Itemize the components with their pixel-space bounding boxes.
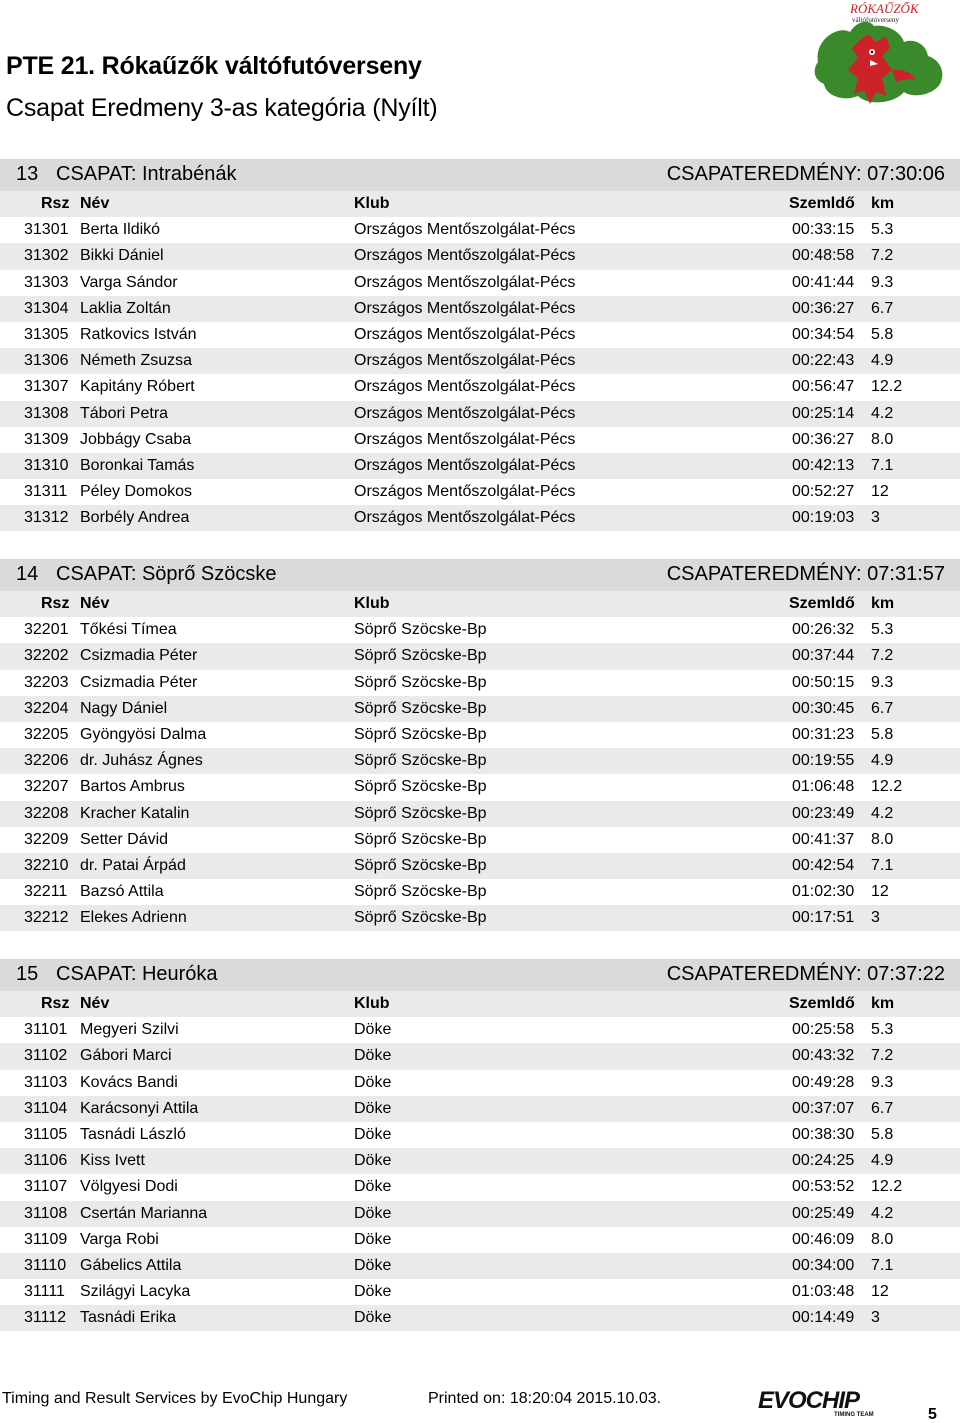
cell-km: 7.1 xyxy=(871,1256,894,1274)
cell-nev: Gábelics Attila xyxy=(80,1256,182,1274)
logo-subtitle: váltófutóverseny xyxy=(852,16,900,24)
col-ido: Szemldő xyxy=(789,595,855,612)
page-title: PTE 21. Rókaűzők váltófutóverseny xyxy=(6,52,422,80)
col-km: km xyxy=(871,995,895,1012)
cell-ido: 00:49:28 xyxy=(792,1073,855,1091)
cell-rsz: 31105 xyxy=(24,1125,68,1143)
cell-klub: Döke xyxy=(354,1152,392,1170)
col-klub: Klub xyxy=(354,595,390,612)
col-km: km xyxy=(871,195,895,212)
table-row xyxy=(0,1305,960,1331)
table-row xyxy=(0,296,960,322)
cell-nev: Csizmadia Péter xyxy=(80,673,198,691)
cell-km: 8.0 xyxy=(871,1230,894,1248)
cell-ido: 00:31:23 xyxy=(792,725,855,743)
cell-km: 3 xyxy=(871,909,880,927)
footer-printed-on: Printed on: 18:20:04 2015.10.03. xyxy=(428,1390,662,1407)
cell-km: 3 xyxy=(871,509,880,527)
cell-rsz: 31306 xyxy=(24,352,69,370)
table-row xyxy=(0,617,960,643)
table-row xyxy=(0,1017,960,1043)
cell-nev: Laklia Zoltán xyxy=(80,299,171,317)
cell-klub: Söprő Szöcske-Bp xyxy=(354,725,487,743)
col-rsz: Rsz xyxy=(41,195,70,212)
cell-klub: Söprő Szöcske-Bp xyxy=(354,830,487,848)
table-row xyxy=(0,243,960,269)
table-row xyxy=(0,348,960,374)
cell-ido: 00:41:37 xyxy=(792,830,855,848)
cell-km: 6.7 xyxy=(871,299,894,317)
cell-ido: 00:33:15 xyxy=(792,221,855,239)
table-row xyxy=(0,670,960,696)
cell-rsz: 31305 xyxy=(24,325,69,343)
cell-nev: dr. Patai Árpád xyxy=(80,856,186,874)
col-km: km xyxy=(871,595,895,612)
page-number: 5 xyxy=(928,1406,937,1423)
cell-klub: Döke xyxy=(354,1021,392,1039)
cell-rsz: 31109 xyxy=(24,1230,68,1248)
cell-klub: Döke xyxy=(354,1099,392,1117)
table-row xyxy=(0,1227,960,1253)
team-result: CSAPATEREDMÉNY: 07:37:22 xyxy=(666,963,945,985)
cell-ido: 00:48:58 xyxy=(792,247,855,265)
cell-ido: 00:38:30 xyxy=(792,1125,855,1143)
cell-km: 12 xyxy=(871,1283,889,1301)
cell-ido: 00:36:27 xyxy=(792,430,855,448)
col-nev: Név xyxy=(80,195,110,212)
cell-klub: Söprő Szöcske-Bp xyxy=(354,647,487,665)
cell-nev: Varga Sándor xyxy=(80,273,178,291)
cell-ido: 00:30:45 xyxy=(792,699,855,717)
table-row xyxy=(0,1148,960,1174)
cell-ido: 00:14:49 xyxy=(792,1309,855,1327)
table-row xyxy=(0,322,960,348)
cell-ido: 00:50:15 xyxy=(792,673,855,691)
cell-nev: Varga Robi xyxy=(80,1230,159,1248)
cell-nev: Jobbágy Csaba xyxy=(80,430,192,448)
table-row xyxy=(0,1174,960,1200)
cell-km: 9.3 xyxy=(871,1073,894,1091)
team-name: CSAPAT: Intrabénák xyxy=(56,163,237,185)
cell-nev: Csizmadia Péter xyxy=(80,647,198,665)
cell-klub: Országos Mentőszolgálat-Pécs xyxy=(354,404,576,422)
cell-klub: Döke xyxy=(354,1047,392,1065)
table-row xyxy=(0,827,960,853)
cell-nev: Németh Zsuzsa xyxy=(80,352,193,370)
cell-rsz: 32211 xyxy=(24,883,68,901)
footer xyxy=(0,1387,960,1423)
cell-ido: 00:25:14 xyxy=(792,404,855,422)
cell-klub: Döke xyxy=(354,1204,392,1222)
cell-klub: Országos Mentőszolgálat-Pécs xyxy=(354,273,576,291)
cell-klub: Döke xyxy=(354,1230,392,1248)
cell-rsz: 31112 xyxy=(24,1309,67,1327)
cell-ido: 00:17:51 xyxy=(792,909,855,927)
cell-ido: 00:53:52 xyxy=(792,1178,855,1196)
cell-km: 12.2 xyxy=(871,1178,903,1196)
cell-km: 9.3 xyxy=(871,673,894,691)
cell-nev: Csertán Marianna xyxy=(80,1204,208,1222)
cell-km: 8.0 xyxy=(871,830,894,848)
cell-klub: Országos Mentőszolgálat-Pécs xyxy=(354,378,576,396)
cell-km: 5.8 xyxy=(871,325,894,343)
cell-km: 12.2 xyxy=(871,778,903,796)
table-row xyxy=(0,217,960,243)
cell-nev: Szilágyi Lacyka xyxy=(80,1283,191,1301)
table-row xyxy=(0,401,960,427)
cell-klub: Döke xyxy=(354,1125,392,1143)
team-name: CSAPAT: Heuróka xyxy=(56,963,218,985)
evochip-brand: EVOCHIP xyxy=(758,1387,860,1414)
cell-rsz: 32209 xyxy=(24,830,69,848)
cell-rsz: 31103 xyxy=(24,1073,68,1091)
cell-ido: 00:24:25 xyxy=(792,1152,855,1170)
cell-klub: Döke xyxy=(354,1073,392,1091)
cell-nev: Berta Ildikó xyxy=(80,221,161,239)
cell-rsz: 32206 xyxy=(24,752,69,770)
cell-nev: Tasnádi Erika xyxy=(80,1309,177,1327)
cell-nev: Bazsó Attila xyxy=(80,883,164,901)
cell-ido: 00:52:27 xyxy=(792,483,855,501)
cell-ido: 00:25:49 xyxy=(792,1204,855,1222)
cell-nev: Tasnádi László xyxy=(80,1125,186,1143)
cell-ido: 00:42:54 xyxy=(792,856,855,874)
cell-klub: Országos Mentőszolgálat-Pécs xyxy=(354,430,576,448)
cell-rsz: 31101 xyxy=(24,1021,68,1039)
table-row xyxy=(0,1279,960,1305)
column-header-row xyxy=(0,591,960,617)
table-row xyxy=(0,1122,960,1148)
cell-km: 5.3 xyxy=(871,1021,894,1039)
cell-klub: Országos Mentőszolgálat-Pécs xyxy=(354,352,576,370)
table-row xyxy=(0,1201,960,1227)
cell-nev: Kovács Bandi xyxy=(80,1073,178,1091)
cell-klub: Söprő Szöcske-Bp xyxy=(354,699,487,717)
cell-klub: Országos Mentőszolgálat-Pécs xyxy=(354,325,576,343)
team-position: 15 xyxy=(16,963,39,985)
table-row xyxy=(0,505,960,531)
table-row xyxy=(0,1096,960,1122)
team-header xyxy=(0,159,960,191)
team-position: 14 xyxy=(16,563,39,585)
cell-km: 6.7 xyxy=(871,1099,894,1117)
cell-nev: Péley Domokos xyxy=(80,483,193,501)
team-block-15 xyxy=(0,959,960,1331)
column-header-row xyxy=(0,991,960,1017)
cell-klub: Döke xyxy=(354,1309,392,1327)
cell-nev: Elekes Adrienn xyxy=(80,909,187,927)
cell-rsz: 31304 xyxy=(24,299,69,317)
cell-ido: 00:42:13 xyxy=(792,456,855,474)
cell-km: 12.2 xyxy=(871,378,903,396)
cell-km: 12 xyxy=(871,883,889,901)
cell-rsz: 32205 xyxy=(24,725,69,743)
cell-rsz: 32204 xyxy=(24,699,69,717)
cell-rsz: 32202 xyxy=(24,647,69,665)
cell-km: 4.2 xyxy=(871,1204,894,1222)
cell-ido: 00:22:43 xyxy=(792,352,855,370)
cell-klub: Söprő Szöcske-Bp xyxy=(354,909,487,927)
cell-nev: Tőkési Tímea xyxy=(80,621,177,639)
cell-rsz: 31107 xyxy=(24,1178,68,1196)
cell-klub: Söprő Szöcske-Bp xyxy=(354,621,487,639)
cell-ido: 00:36:27 xyxy=(792,299,855,317)
cell-rsz: 31108 xyxy=(24,1204,68,1222)
cell-ido: 00:37:44 xyxy=(792,647,855,665)
cell-nev: Borbély Andrea xyxy=(80,509,190,527)
table-row xyxy=(0,801,960,827)
col-klub: Klub xyxy=(354,995,390,1012)
cell-km: 4.2 xyxy=(871,404,894,422)
col-rsz: Rsz xyxy=(41,995,70,1012)
cell-ido: 01:06:48 xyxy=(792,778,855,796)
cell-klub: Söprő Szöcske-Bp xyxy=(354,673,487,691)
cell-nev: Bikki Dániel xyxy=(80,247,164,265)
cell-ido: 00:19:03 xyxy=(792,509,855,527)
cell-rsz: 31310 xyxy=(24,456,69,474)
table-row xyxy=(0,453,960,479)
table-row xyxy=(0,374,960,400)
page-subtitle: Csapat Eredmeny 3-as kategória (Nyílt) xyxy=(6,94,438,122)
team-block-13 xyxy=(0,159,960,531)
cell-klub: Söprő Szöcske-Bp xyxy=(354,752,487,770)
cell-rsz: 31309 xyxy=(24,430,69,448)
cell-klub: Országos Mentőszolgálat-Pécs xyxy=(354,456,576,474)
cell-ido: 00:34:00 xyxy=(792,1256,855,1274)
cell-nev: Bartos Ambrus xyxy=(80,778,185,796)
cell-km: 7.1 xyxy=(871,856,894,874)
cell-ido: 01:03:48 xyxy=(792,1283,855,1301)
table-row xyxy=(0,696,960,722)
cell-nev: Gábori Marci xyxy=(80,1047,172,1065)
cell-nev: Kracher Katalin xyxy=(80,804,190,822)
cell-ido: 01:02:30 xyxy=(792,883,855,901)
cell-nev: dr. Juhász Ágnes xyxy=(80,752,203,770)
cell-rsz: 32203 xyxy=(24,673,69,691)
cell-klub: Országos Mentőszolgálat-Pécs xyxy=(354,247,576,265)
cell-nev: Boronkai Tamás xyxy=(80,456,195,474)
team-name: CSAPAT: Söprő Szöcske xyxy=(56,563,277,585)
cell-rsz: 32210 xyxy=(24,856,69,874)
rokauzok-logo xyxy=(808,0,958,122)
cell-rsz: 31303 xyxy=(24,273,69,291)
team-result: CSAPATEREDMÉNY: 07:31:57 xyxy=(666,563,945,585)
table-row xyxy=(0,748,960,774)
cell-nev: Tábori Petra xyxy=(80,404,169,422)
cell-nev: Megyeri Szilvi xyxy=(80,1021,179,1039)
table-row xyxy=(0,774,960,800)
cell-rsz: 31110 xyxy=(24,1256,67,1274)
col-nev: Név xyxy=(80,995,110,1012)
col-rsz: Rsz xyxy=(41,595,70,612)
table-row xyxy=(0,427,960,453)
column-header-row xyxy=(0,191,960,217)
cell-ido: 00:37:07 xyxy=(792,1099,855,1117)
cell-nev: Kapitány Róbert xyxy=(80,378,195,396)
col-ido: Szemldő xyxy=(789,995,855,1012)
cell-nev: Ratkovics István xyxy=(80,325,197,343)
cell-km: 12 xyxy=(871,483,889,501)
cell-rsz: 31312 xyxy=(24,509,69,527)
cell-km: 3 xyxy=(871,1309,880,1327)
cell-rsz: 31308 xyxy=(24,404,69,422)
cell-nev: Karácsonyi Attila xyxy=(80,1099,199,1117)
cell-klub: Döke xyxy=(354,1283,392,1301)
cell-km: 9.3 xyxy=(871,273,894,291)
cell-klub: Országos Mentőszolgálat-Pécs xyxy=(354,221,576,239)
cell-km: 4.9 xyxy=(871,1152,894,1170)
cell-rsz: 31102 xyxy=(24,1047,68,1065)
cell-rsz: 31301 xyxy=(24,221,69,239)
cell-rsz: 32201 xyxy=(24,621,69,639)
cell-km: 5.3 xyxy=(871,621,894,639)
cell-km: 7.2 xyxy=(871,647,894,665)
cell-ido: 00:41:44 xyxy=(792,273,855,291)
cell-rsz: 31106 xyxy=(24,1152,68,1170)
cell-rsz: 32208 xyxy=(24,804,69,822)
col-nev: Név xyxy=(80,595,110,612)
col-klub: Klub xyxy=(354,195,390,212)
cell-km: 5.8 xyxy=(871,725,894,743)
cell-klub: Söprő Szöcske-Bp xyxy=(354,856,487,874)
cell-km: 7.2 xyxy=(871,1047,894,1065)
cell-nev: Gyöngyösi Dalma xyxy=(80,725,207,743)
table-row xyxy=(0,479,960,505)
table-row xyxy=(0,1070,960,1096)
team-header xyxy=(0,559,960,591)
team-result: CSAPATEREDMÉNY: 07:30:06 xyxy=(666,163,945,185)
cell-km: 7.2 xyxy=(871,247,894,265)
cell-ido: 00:26:32 xyxy=(792,621,855,639)
cell-km: 4.2 xyxy=(871,804,894,822)
cell-km: 8.0 xyxy=(871,430,894,448)
team-header xyxy=(0,959,960,991)
cell-rsz: 31311 xyxy=(24,483,68,501)
cell-km: 6.7 xyxy=(871,699,894,717)
table-row xyxy=(0,879,960,905)
cell-nev: Völgyesi Dodi xyxy=(80,1178,178,1196)
footer-timing-credit: Timing and Result Services by EvoChip Hungary xyxy=(2,1390,348,1407)
cell-nev: Setter Dávid xyxy=(80,830,169,848)
cell-km: 4.9 xyxy=(871,352,894,370)
cell-ido: 00:23:49 xyxy=(792,804,855,822)
table-row xyxy=(0,643,960,669)
cell-km: 5.3 xyxy=(871,221,894,239)
table-row xyxy=(0,270,960,296)
cell-klub: Országos Mentőszolgálat-Pécs xyxy=(354,483,576,501)
table-row xyxy=(0,1043,960,1069)
cell-km: 5.8 xyxy=(871,1125,894,1143)
cell-km: 4.9 xyxy=(871,752,894,770)
cell-rsz: 32207 xyxy=(24,778,69,796)
cell-ido: 00:43:32 xyxy=(792,1047,855,1065)
table-row xyxy=(0,722,960,748)
cell-klub: Söprő Szöcske-Bp xyxy=(354,778,487,796)
cell-rsz: 31104 xyxy=(24,1099,68,1117)
cell-ido: 00:46:09 xyxy=(792,1230,855,1248)
cell-rsz: 31111 xyxy=(24,1283,65,1301)
cell-klub: Söprő Szöcske-Bp xyxy=(354,804,487,822)
cell-ido: 00:34:54 xyxy=(792,325,855,343)
cell-rsz: 31307 xyxy=(24,378,69,396)
cell-klub: Döke xyxy=(354,1178,392,1196)
table-row xyxy=(0,1253,960,1279)
cell-nev: Kiss Ivett xyxy=(80,1152,145,1170)
team-block-14 xyxy=(0,559,960,931)
cell-ido: 00:25:58 xyxy=(792,1021,855,1039)
cell-klub: Döke xyxy=(354,1256,392,1274)
cell-km: 7.1 xyxy=(871,456,894,474)
cell-klub: Országos Mentőszolgálat-Pécs xyxy=(354,509,576,527)
cell-klub: Söprő Szöcske-Bp xyxy=(354,883,487,901)
evochip-tagline: TIMING TEAM xyxy=(834,1412,874,1418)
table-row xyxy=(0,853,960,879)
cell-ido: 00:19:55 xyxy=(792,752,855,770)
evochip-logo xyxy=(758,1384,886,1418)
cell-rsz: 32212 xyxy=(24,909,69,927)
cell-nev: Nagy Dániel xyxy=(80,699,168,717)
cell-rsz: 31302 xyxy=(24,247,69,265)
table-row xyxy=(0,905,960,931)
cell-klub: Országos Mentőszolgálat-Pécs xyxy=(354,299,576,317)
col-ido: Szemldő xyxy=(789,195,855,212)
logo-title: RÓKAŰZŐK xyxy=(850,1,919,16)
cell-ido: 00:56:47 xyxy=(792,378,855,396)
team-position: 13 xyxy=(16,163,39,185)
